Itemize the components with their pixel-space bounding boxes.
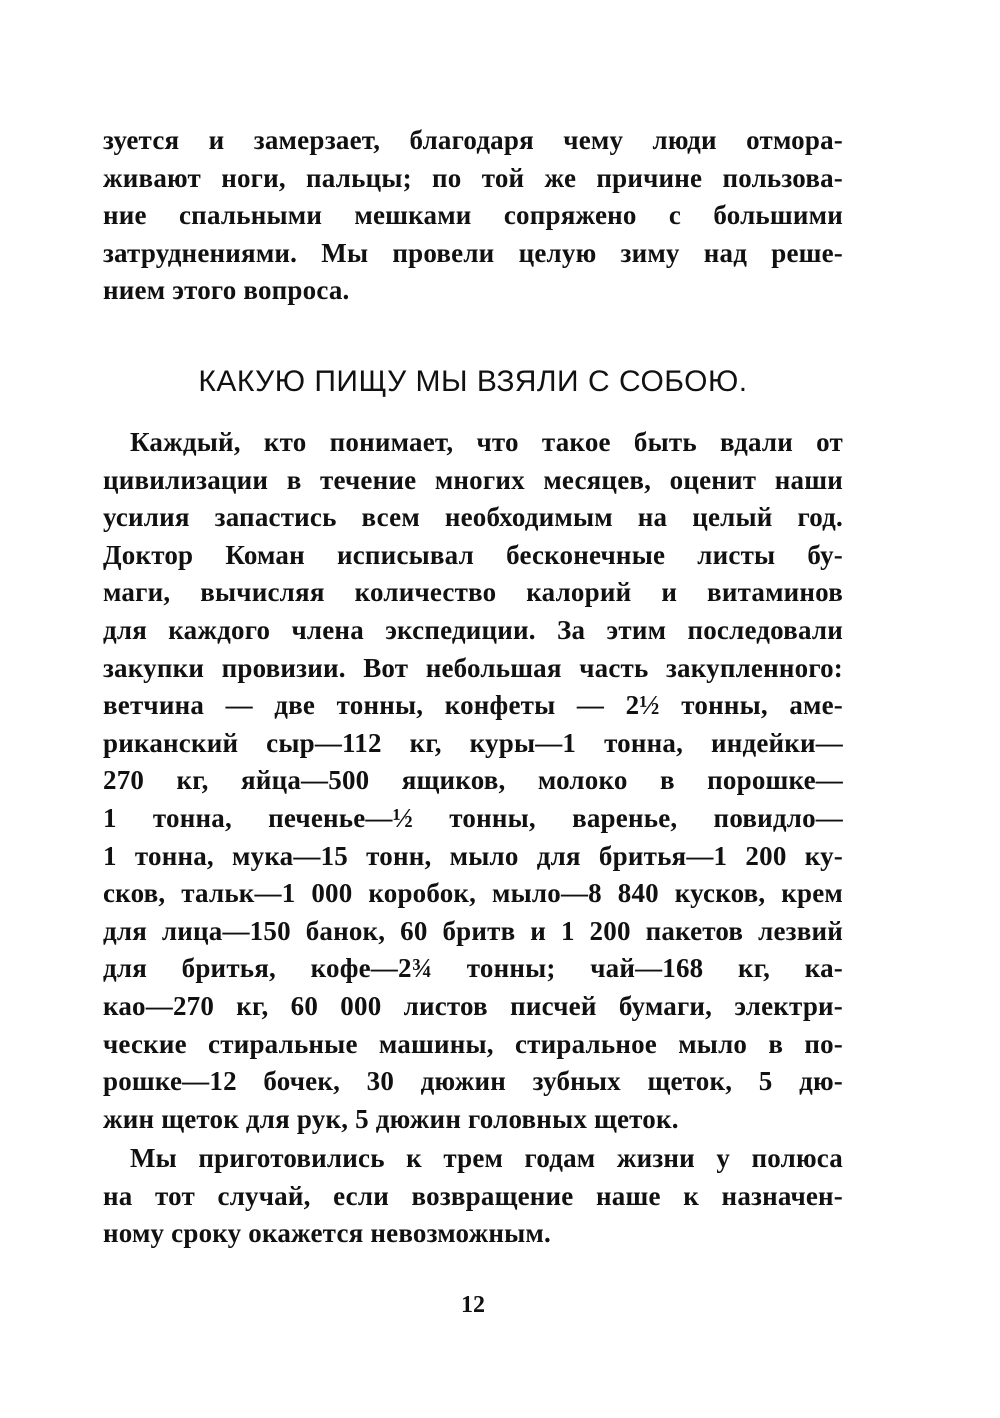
page-number: 12	[461, 1292, 485, 1318]
text-line: усилия запастись всем необходимым на целый год.	[103, 502, 843, 533]
section-heading: КАКУЮ ПИЩУ МЫ ВЗЯЛИ С СОБОЮ.	[198, 365, 748, 398]
text-line: маги, вычисляя количество калорий и витаминов	[103, 577, 843, 608]
text-line: жин щеток для рук, 5 дюжин головных щеток.	[103, 1103, 679, 1134]
text-line: рошке—12 бочек, 30 дюжин зубных щеток, 5 дю-	[103, 1066, 843, 1097]
text-line: Доктор Коман исписывал бесконечные листы бу-	[103, 539, 843, 570]
paragraph-provisions	[103, 424, 843, 1138]
text-line: зуется и замерзает, благодаря чему люди отмора-	[103, 125, 843, 155]
text-line: 1 тонна, мука—15 тонн, мыло для бритья—1 200 ку-	[103, 840, 843, 871]
paragraph-three-years	[103, 1140, 843, 1253]
text-line: ческие стиральные машины, стиральное мыло в по-	[103, 1028, 843, 1059]
text-line: Мы приготовились к трем годам жизни у полюса	[130, 1143, 843, 1173]
text-line: затруднениями. Мы провели целую зиму над реше-	[103, 237, 843, 268]
text-line: для каждого члена экспедиции. За этим последовали	[103, 614, 843, 645]
text-line: для лица—150 банок, 60 бритв и 1 200 пакетов лезвий	[103, 915, 843, 946]
text-line: риканский сыр—112 кг, куры—1 тонна, индейки—	[103, 727, 843, 758]
text-line: ветчина — две тонны, конфеты — 2½ тонны, аме-	[103, 690, 843, 721]
text-line: Каждый, кто понимает, что такое быть вдали от	[130, 427, 843, 457]
text-line: живают ноги, пальцы; по той же причине пользова-	[103, 162, 843, 193]
text-line: 1 тонна, печенье—½ тонны, варенье, повидло—	[103, 802, 843, 833]
text-line: као—270 кг, 60 000 листов писчей бумаги, электри-	[103, 990, 843, 1021]
text-line: ние спальными мешками сопряжено с большими	[103, 200, 843, 231]
text-line: закупки провизии. Вот небольшая часть закупленного:	[103, 652, 843, 683]
text-line: цивилизации в течение многих месяцев, оценит наши	[103, 464, 843, 495]
continuation-paragraph	[103, 122, 843, 310]
text-line: для бритья, кофе—2¾ тонны; чай—168 кг, ка-	[103, 953, 843, 984]
text-line: 270 кг, яйца—500 ящиков, молоко в порошке—	[103, 765, 843, 796]
text-line: сков, тальк—1 000 коробок, мыло—8 840 кусков, крем	[103, 878, 843, 909]
text-line: нием этого вопроса.	[103, 275, 350, 306]
text-line: ному сроку окажется невозможным.	[103, 1218, 551, 1249]
text-line: на тот случай, если возвращение наше к назначен-	[103, 1180, 843, 1211]
